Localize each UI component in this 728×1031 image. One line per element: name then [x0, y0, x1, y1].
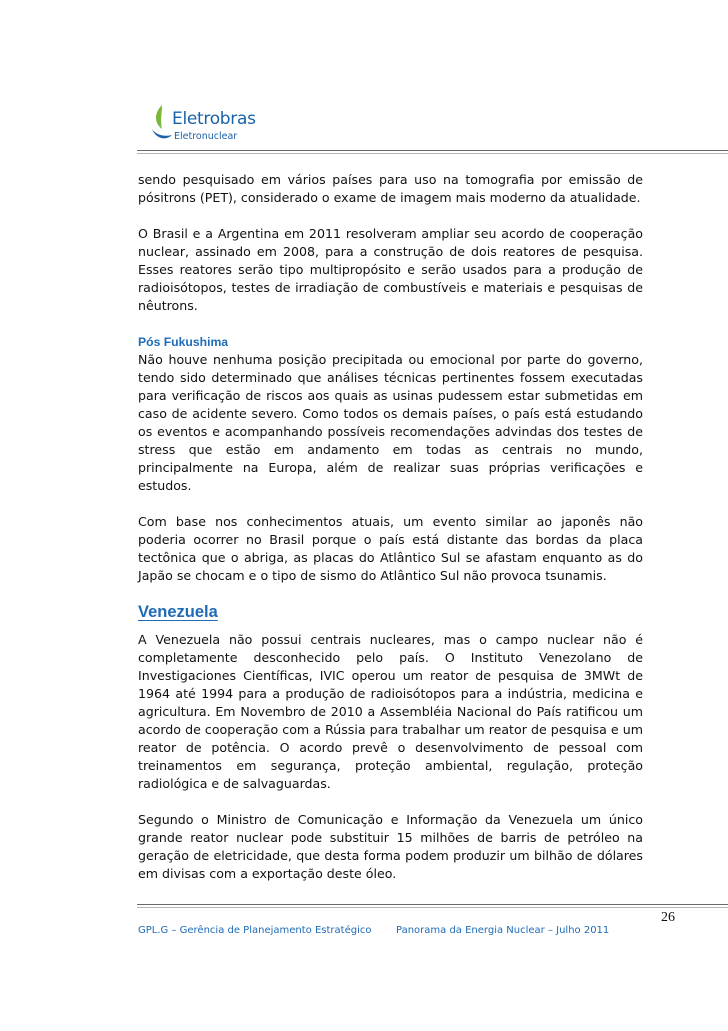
brand-subtitle: Eletronuclear: [174, 131, 238, 142]
document-body: [138, 171, 643, 901]
paragraph-fukushima: Não houve nenhuma posição precipitada ou emocional por parte do governo, tendo sido determinado que análises técnicas pertinentes fossem executadas para verificação de riscos aos quais as usinas pudessem estar submetidas em caso de acidente severo. Como todos os demais países, o país está estudando os eventos e acompanhando possíveis recomendações advindas dos testes de stress que estão em andamento em todas as centrais no mundo, principalmente na Europa, além de realizar suas próprias verificações e estudos.: [138, 352, 643, 493]
paragraph-tsunami: Com base nos conhecimentos atuais, um evento similar ao japonês não poderia ocorrer no Brasil porque o país está distante das bordas da placa tectônica que o abriga, as placas do Atlântico Sul se afastam enquanto as do Japão se chocam e o tipo de sismo do Atlântico Sul não provoca tsunamis.: [138, 514, 643, 583]
paragraph-venezuela: A Venezuela não possui centrais nucleares, mas o campo nuclear não é completamente desconhecido pelo país. O Instituto Venezolano de Investigaciones Científicas, IVIC operou um reator de pesquisa de 3MWt de 1964 até 1994 para a produção de radioisótopos para a indústria, medicina e agricultura. Em Novembro de 2010 a Assembléia Nacional do País ratificou um acordo de cooperação com a Rússia para trabalhar um reator de pesquisa e um reator de potência. O acordo prevê o desenvolvimento de pessoal com treinamentos em segurança, proteção ambiental, regulação, proteção radiológica e de salvaguardas.: [138, 632, 643, 791]
section-title-venezuela: Venezuela: [138, 603, 218, 621]
brand-name: Eletrobras: [172, 109, 256, 129]
eletrobras-logo: [150, 103, 290, 151]
paragraph-ministro: Segundo o Ministro de Comunicação e Informação da Venezuela um único grande reator nuclear pode substituir 15 milhões de barris de petróleo na geração de eletricidade, que desta forma podem produzir um bilhão de dólares em divisas com a exportação deste óleo.: [138, 812, 643, 881]
leaf-logo-icon: [150, 103, 174, 143]
paragraph-pet: sendo pesquisado em vários países para uso na tomografia por emissão de pósitrons (PET), considerado o exame de imagem mais moderno da atualidade.: [138, 172, 643, 205]
header-divider: [137, 150, 728, 151]
footer-report-title: Panorama da Energia Nuclear – Julho 2011: [396, 925, 610, 936]
subhead-pos-fukushima: Pós Fukushima: [138, 335, 229, 349]
footer-divider-secondary: [137, 907, 728, 908]
header-divider-secondary: [137, 153, 728, 154]
page-number: 26: [661, 910, 675, 925]
paragraph-brasil-argentina: O Brasil e a Argentina em 2011 resolveram ampliar seu acordo de cooperação nuclear, assinado em 2008, para a construção de dois reatores de pesquisa. Esses reatores serão tipo multipropósito e serão usados para a produção de radioisótopos, testes de irradiação de combustíveis e materiais e pesquisas de nêutrons.: [138, 226, 643, 313]
section-pos-fukushima: [138, 333, 643, 495]
footer-department: GPL.G – Gerência de Planejamento Estratégico: [138, 925, 372, 936]
footer-divider: [137, 904, 728, 905]
